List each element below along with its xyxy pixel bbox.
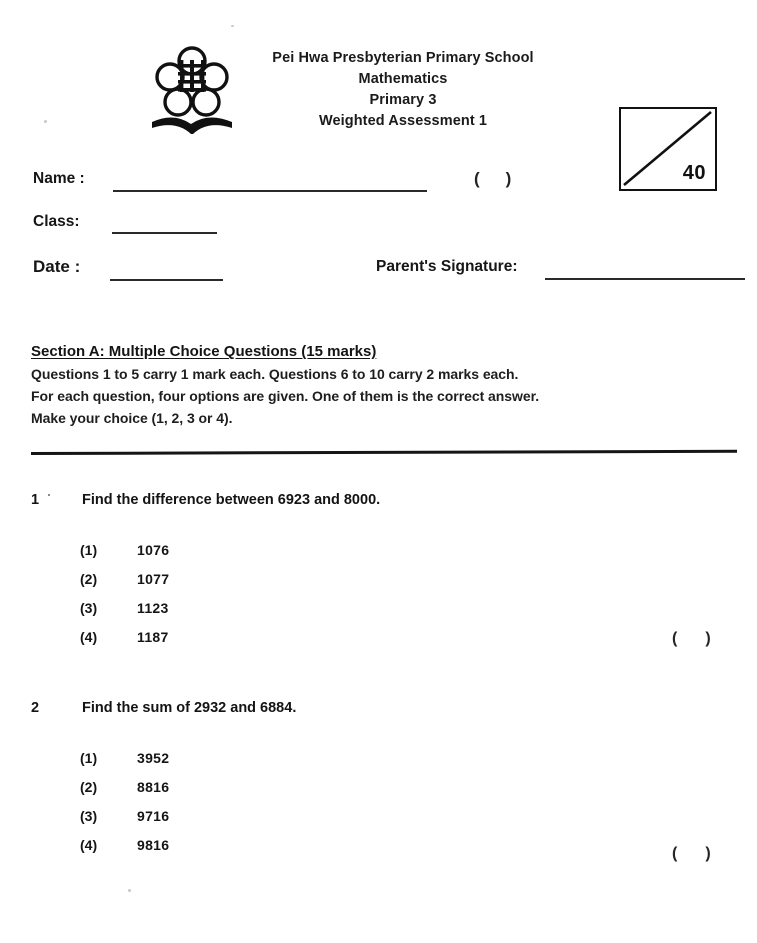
subject-name: Mathematics <box>358 71 448 87</box>
school-flower-book-logo-icon <box>146 44 238 140</box>
option-value[interactable]: 9816 <box>137 837 170 853</box>
class-label: Class: <box>33 213 80 230</box>
option-label[interactable]: (3) <box>80 808 98 824</box>
option-label[interactable]: (4) <box>80 837 98 853</box>
option-value[interactable]: 1077 <box>137 571 170 587</box>
scan-speck <box>128 889 131 892</box>
date-input-rule[interactable] <box>110 279 223 281</box>
question-text: Find the difference between 6923 and 8000. <box>82 492 381 508</box>
option-value[interactable]: 3952 <box>137 750 170 766</box>
name-input-rule[interactable] <box>113 190 427 192</box>
score-box <box>619 107 717 191</box>
option-label[interactable]: (1) <box>80 750 98 766</box>
index-number-bracket[interactable]: ( ) <box>474 169 512 188</box>
section-divider <box>31 450 737 455</box>
instruction-line-2: For each question, four options are given. One of them is the correct answer. <box>31 388 540 404</box>
option-label[interactable]: (2) <box>80 571 98 587</box>
option-label[interactable]: (1) <box>80 542 98 558</box>
option-value[interactable]: 9716 <box>137 808 170 824</box>
school-title-block <box>248 48 558 132</box>
level-name: Primary 3 <box>369 92 437 108</box>
option-label[interactable]: (2) <box>80 779 98 795</box>
instruction-line-3: Make your choice (1, 2, 3 or 4). <box>31 410 233 426</box>
question-text: Find the sum of 2932 and 6884. <box>82 700 297 716</box>
option-value[interactable]: 1187 <box>137 629 169 645</box>
parent-signature-rule[interactable] <box>545 278 745 280</box>
answer-bracket[interactable]: ( ) <box>672 845 711 862</box>
option-label[interactable]: (4) <box>80 629 98 645</box>
question-number: 1 <box>31 492 40 508</box>
scan-speck <box>231 25 234 27</box>
section-a-heading: Section A: Multiple Choice Questions (15 marks) <box>31 343 377 360</box>
question-number: 2 <box>31 700 40 716</box>
option-value[interactable]: 8816 <box>137 779 170 795</box>
school-name: Pei Hwa Presbyterian Primary School <box>272 50 534 66</box>
option-value[interactable]: 1123 <box>137 600 169 616</box>
name-label: Name : <box>33 170 85 187</box>
total-marks: 40 <box>682 162 706 184</box>
instruction-line-1: Questions 1 to 5 carry 1 mark each. Questions 6 to 10 carry 2 marks each. <box>31 366 519 382</box>
date-label: Date : <box>33 257 81 276</box>
scan-speck <box>48 494 50 496</box>
parent-signature-label: Parent's Signature: <box>376 258 518 275</box>
option-value[interactable]: 1076 <box>137 542 170 558</box>
assessment-name: Weighted Assessment 1 <box>318 113 488 129</box>
scan-speck <box>44 120 47 123</box>
option-label[interactable]: (3) <box>80 600 98 616</box>
answer-bracket[interactable]: ( ) <box>672 630 711 647</box>
class-input-rule[interactable] <box>112 232 217 234</box>
